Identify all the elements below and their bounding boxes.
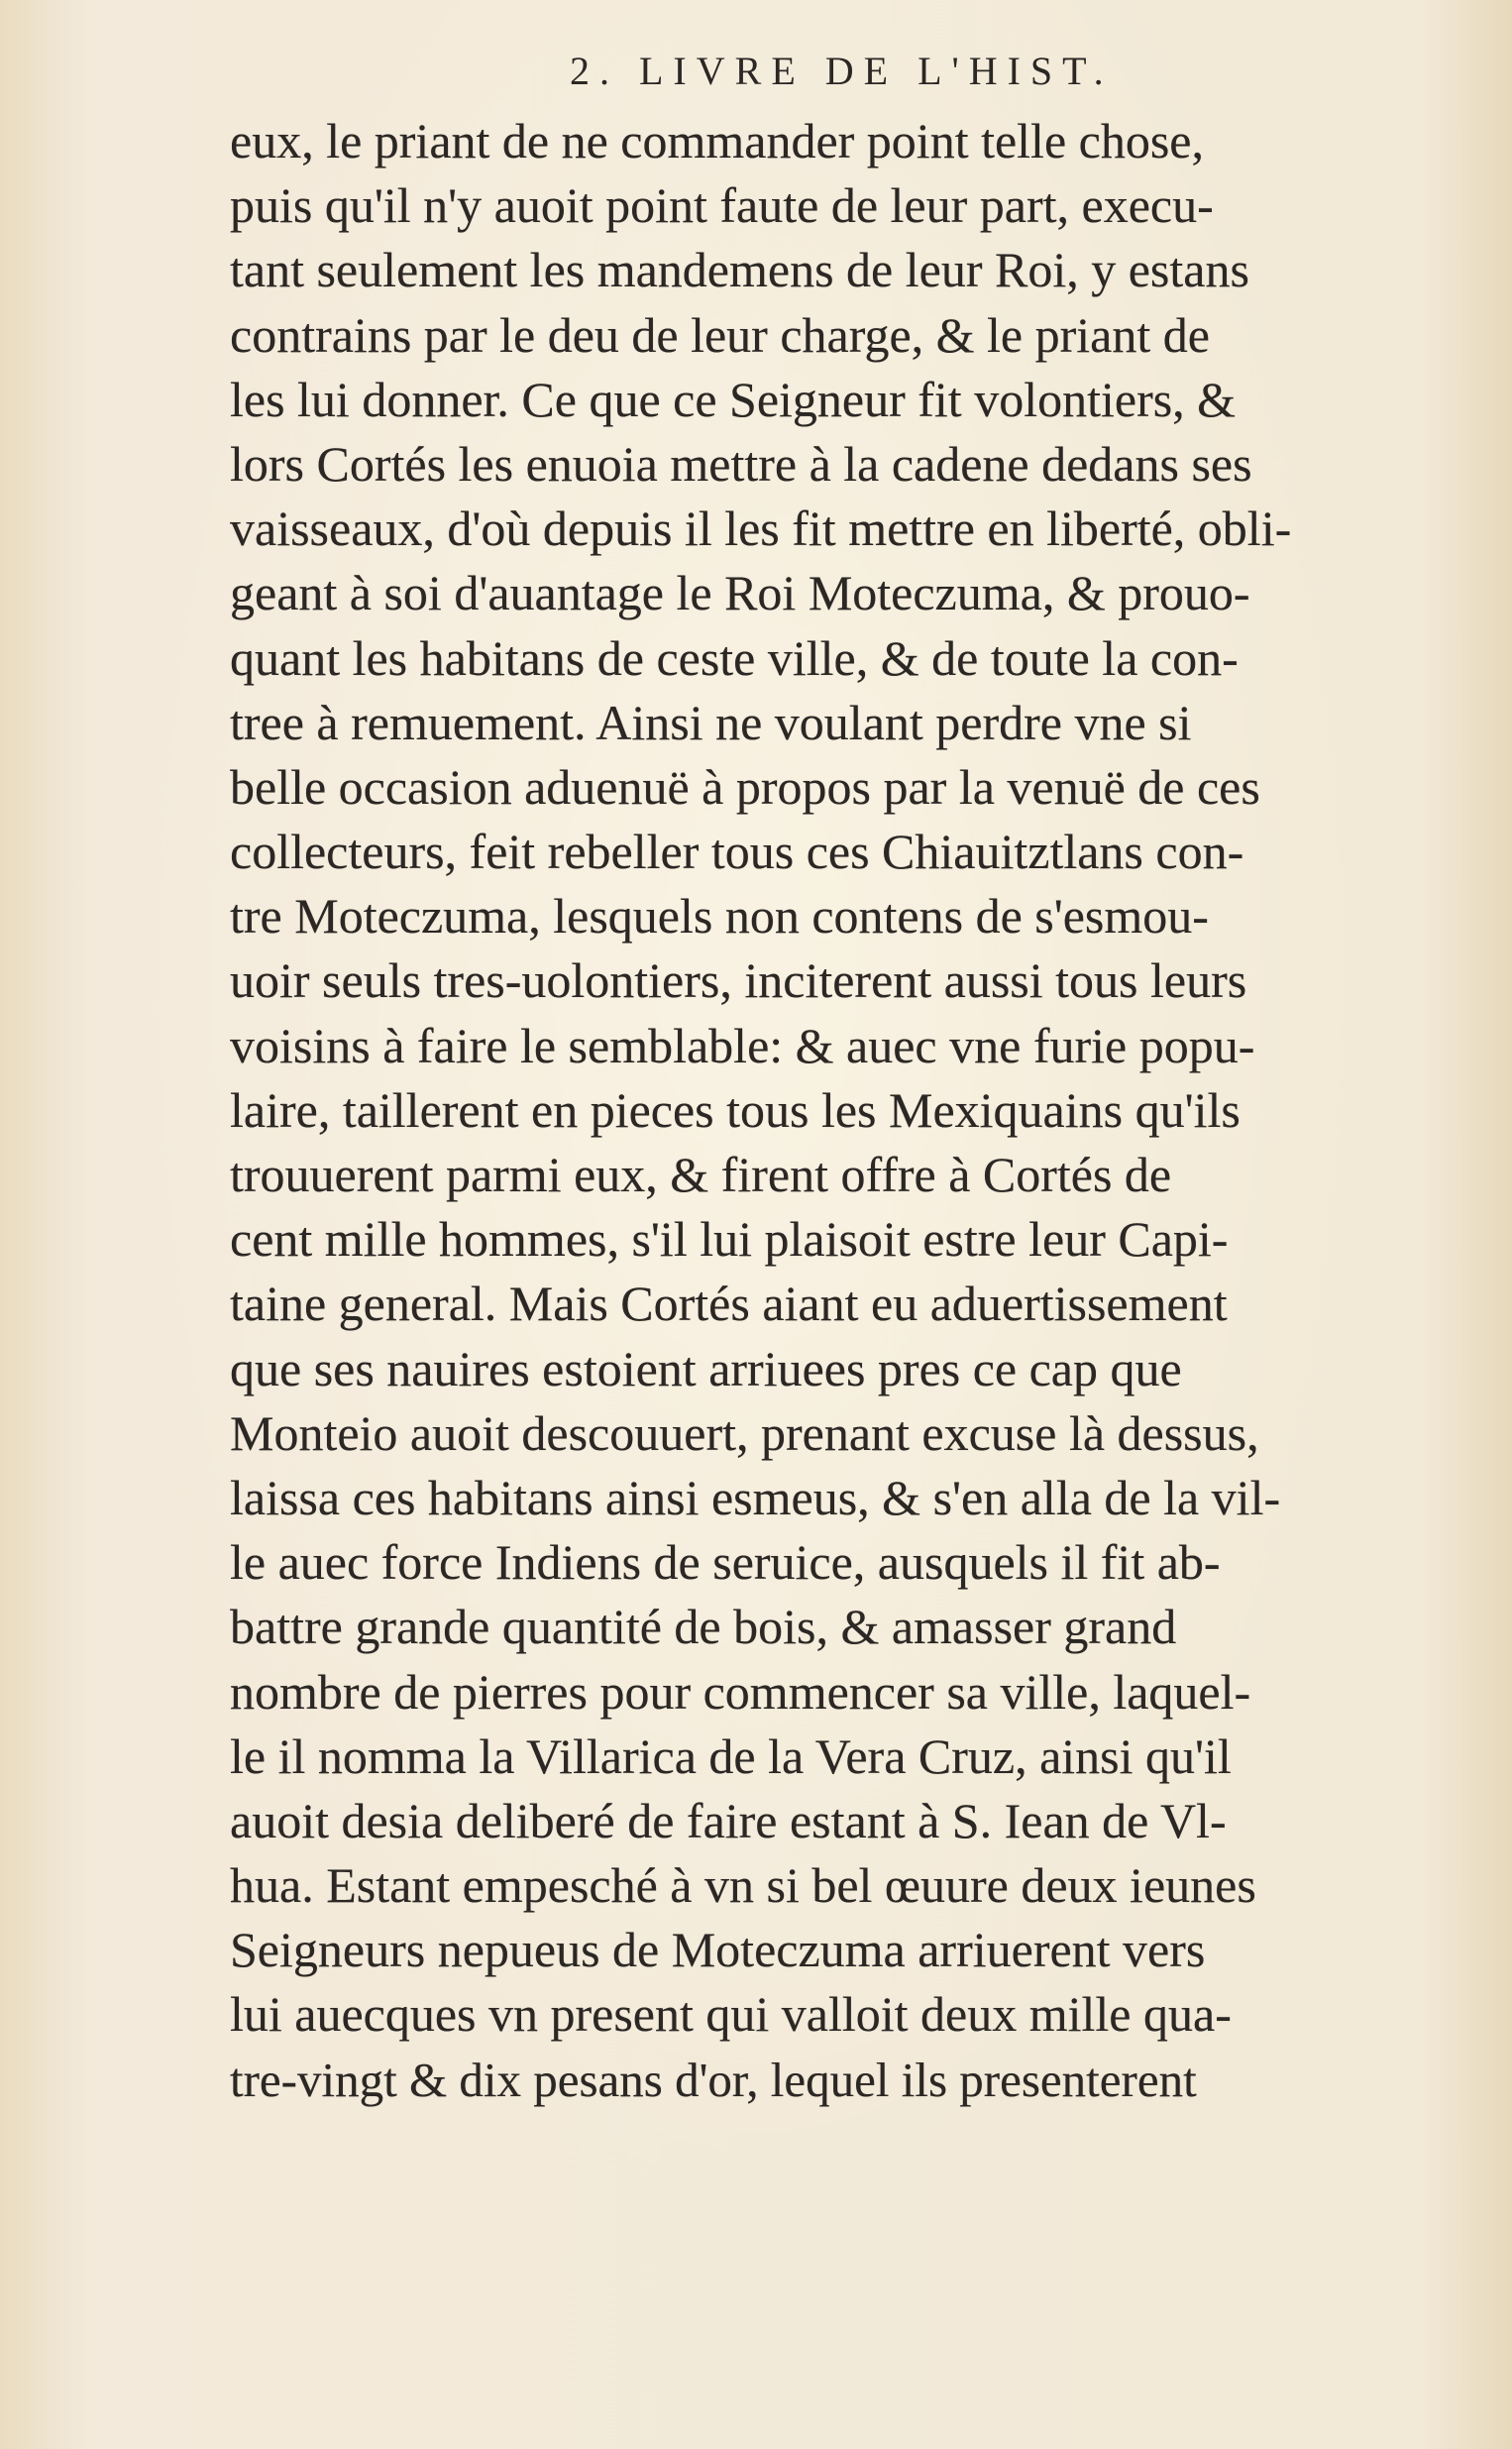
body-text: [230, 109, 1439, 2112]
text-line: eux, le priant de ne commander point telle chose,: [230, 113, 1204, 168]
text-line: cent mille hommes, s'il lui plaisoit estre leur Capi-: [230, 1211, 1229, 1268]
text-line: geant à soi d'auantage le Roi Moteczuma, & prouo-: [230, 565, 1250, 621]
text-line: lors Cortés les enuoia mettre à la cadene dedans ses: [230, 435, 1252, 492]
text-line: le auec force Indiens de seruice, ausquels il fit ab-: [230, 1534, 1221, 1591]
text-line: auoit desia deliberé de faire estant à S. Iean de Vl-: [230, 1792, 1227, 1848]
text-line: lui auecques vn present qui valloit deux mille qua-: [230, 1986, 1232, 2043]
text-line: vaisseaux, d'où depuis il les fit mettre en liberté, obli-: [230, 501, 1292, 557]
text-line: Monteio auoit descouuert, prenant excuse là dessus,: [230, 1404, 1259, 1461]
text-line: nombre de pierres pour commencer sa ville, laquel-: [230, 1663, 1251, 1720]
text-line: hua. Estant empesché à vn si bel œuure deux ieunes: [230, 1857, 1256, 1914]
text-line: quant les habitans de ceste ville, & de toute la con-: [230, 629, 1239, 686]
text-line: puis qu'il n'y auoit point faute de leur part, execu-: [230, 177, 1214, 234]
text-line: battre grande quantité de bois, & amasser grand: [230, 1599, 1177, 1655]
text-line: laire, taillerent en pieces tous les Mexiquains qu'ils: [230, 1081, 1241, 1138]
text-line: tant seulement les mandemens de leur Roi, y estans: [230, 242, 1249, 298]
text-line: tree à remuement. Ainsi ne voulant perdre vne si: [230, 694, 1192, 750]
text-line: contrains par le deu de leur charge, & le priant de: [230, 306, 1210, 363]
text-line: uoir seuls tres-uolontiers, inciterent aussi tous leurs: [230, 952, 1247, 1009]
text-line: les lui donner. Ce que ce Seigneur fit volontiers, &: [230, 371, 1237, 427]
text-line: tre-vingt & dix pesans d'or, lequel ils presenterent: [230, 2052, 1197, 2107]
text-line: que ses nauires estoient arriuees pres ce cap que: [230, 1340, 1182, 1396]
text-line: Seigneurs nepueus de Moteczuma arriuerent vers: [230, 1922, 1206, 1978]
running-header: 2. LIVRE DE L'HIST.: [570, 49, 1114, 93]
text-line: collecteurs, feit rebeller tous ces Chiauitztlans con-: [230, 824, 1244, 880]
text-line: belle occasion aduenuë à propos par la venuë de ces: [230, 758, 1260, 815]
text-line: laissa ces habitans ainsi esmeus, & s'en alla de la vil-: [230, 1469, 1281, 1525]
text-line: voisins à faire le semblable: & auec vne furie popu-: [230, 1017, 1255, 1073]
text-line: tre Moteczuma, lesquels non contens de s'esmou-: [230, 888, 1209, 945]
text-line: taine general. Mais Cortés aiant eu aduertissement: [230, 1276, 1228, 1332]
text-line: trouuerent parmi eux, & firent offre à Cortés de: [230, 1147, 1172, 1202]
text-line: le il nomma la Villarica de la Vera Cruz, ainsi qu'il: [230, 1727, 1232, 1784]
